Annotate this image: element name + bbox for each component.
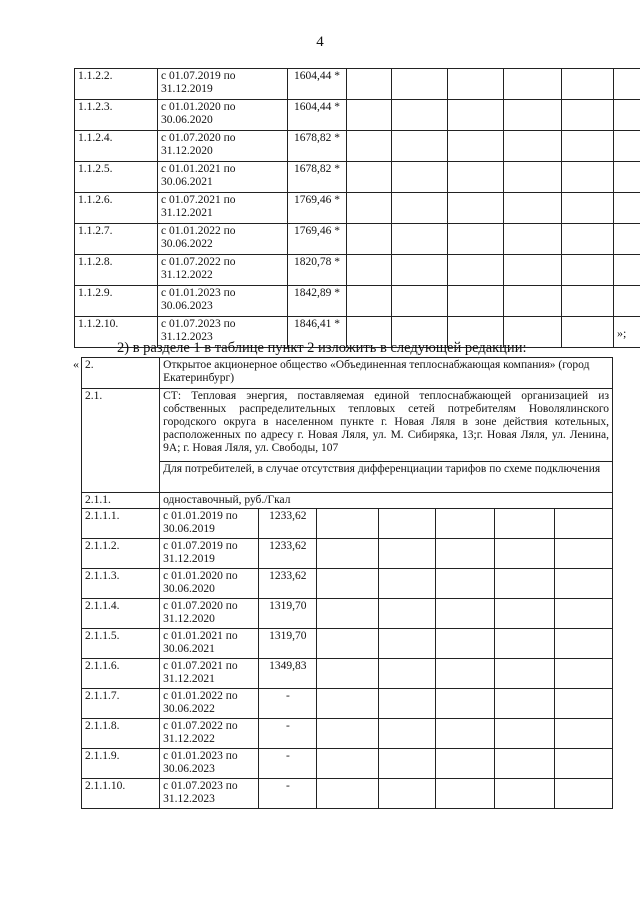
empty-cell <box>435 719 494 749</box>
empty-cell <box>435 749 494 779</box>
row-number: 2.1.1.8. <box>82 719 160 749</box>
empty-cell <box>614 193 640 224</box>
empty-cell <box>347 286 392 317</box>
table-row <box>75 131 640 162</box>
empty-cell <box>378 539 435 569</box>
row-value: 1233,62 <box>259 509 317 539</box>
row-number: 1.1.2.10. <box>75 317 158 348</box>
row-number: 1.1.2.6. <box>75 193 158 224</box>
empty-cell <box>554 689 612 719</box>
empty-cell <box>392 193 448 224</box>
row-number: 2.1.1.2. <box>82 539 160 569</box>
empty-cell <box>378 659 435 689</box>
empty-cell <box>392 162 448 193</box>
empty-cell <box>554 779 612 809</box>
row-value: 1349,83 <box>259 659 317 689</box>
row-number: 1.1.2.5. <box>75 162 158 193</box>
table-row <box>82 689 613 719</box>
empty-cell <box>554 509 612 539</box>
empty-cell <box>494 659 554 689</box>
table-row <box>82 599 613 629</box>
tariff-type: одноставочный, руб./Гкал <box>160 493 613 509</box>
empty-cell <box>435 659 494 689</box>
empty-cell <box>504 131 562 162</box>
empty-cell <box>317 599 378 629</box>
empty-cell <box>347 69 392 100</box>
empty-cell <box>448 69 504 100</box>
empty-cell <box>317 509 378 539</box>
section-row <box>82 389 613 462</box>
table-row <box>82 779 613 809</box>
row-number: 2.1.1.9. <box>82 749 160 779</box>
empty-cell <box>378 569 435 599</box>
empty-cell <box>392 255 448 286</box>
empty-cell <box>554 659 612 689</box>
empty-cell <box>494 629 554 659</box>
empty-cell <box>435 509 494 539</box>
row-number: 1.1.2.4. <box>75 131 158 162</box>
table-row <box>82 539 613 569</box>
row-value: 1319,70 <box>259 599 317 629</box>
empty-cell <box>504 224 562 255</box>
empty-cell <box>347 255 392 286</box>
row-period: с 01.07.2022 по 31.12.2022 <box>160 719 259 749</box>
row-period: с 01.01.2020 по 30.06.2020 <box>160 569 259 599</box>
closing-quote: »; <box>617 326 627 340</box>
empty-cell <box>554 749 612 779</box>
row-period: с 01.07.2019 по 31.12.2019 <box>160 539 259 569</box>
empty-cell <box>494 689 554 719</box>
empty-cell <box>317 659 378 689</box>
row-number: 1.1.2.7. <box>75 224 158 255</box>
empty-cell <box>435 779 494 809</box>
table-row <box>82 509 613 539</box>
empty-cell <box>614 286 640 317</box>
table-row <box>75 193 640 224</box>
empty-cell <box>562 224 614 255</box>
empty-cell <box>504 193 562 224</box>
row-value: 1319,70 <box>259 629 317 659</box>
row-period: с 01.01.2021 по 30.06.2021 <box>160 629 259 659</box>
empty-cell <box>435 569 494 599</box>
row-number: 2.1.1.5. <box>82 629 160 659</box>
empty-cell <box>562 255 614 286</box>
empty-cell <box>435 689 494 719</box>
empty-cell <box>317 719 378 749</box>
section-description: СТ: Тепловая энергия, поставляемая единой теплоснабжающей организацией из собственных распределительных тепловых сетей потребителям Новолялинского городского округа в населенном пункте г. Новая Ляля в зоне действия котельных, расположенных по адресу г. Новая Ляля, ул. М. Сибиряка, 13;г. Новая Ляля, ул. Ленина, 9А; г. Новая Ляля, ул. Свободы, 107 <box>160 389 613 462</box>
empty-cell <box>554 599 612 629</box>
page-number: 4 <box>316 34 324 50</box>
consumer-group: Для потребителей, в случае отсутствия дифференциации тарифов по схеме подключения <box>160 462 613 493</box>
empty-cell <box>562 69 614 100</box>
row-number: 2.1.1.3. <box>82 569 160 599</box>
empty-cell <box>448 224 504 255</box>
empty-cell <box>562 131 614 162</box>
row-number: 1.1.2.3. <box>75 100 158 131</box>
empty-cell <box>347 193 392 224</box>
table-row <box>75 255 640 286</box>
row-value: 1846,41 * <box>288 317 347 348</box>
table-row <box>82 629 613 659</box>
row-period: с 01.01.2020 по 30.06.2020 <box>158 100 288 131</box>
tariff-table-continuation <box>74 68 640 348</box>
empty-cell <box>504 286 562 317</box>
empty-cell <box>448 286 504 317</box>
empty-cell <box>347 162 392 193</box>
row-number: 2.1.1.4. <box>82 599 160 629</box>
row-value: 1769,46 * <box>288 224 347 255</box>
empty-cell <box>347 224 392 255</box>
row-period: с 01.07.2020 по 31.12.2020 <box>158 131 288 162</box>
empty-cell <box>504 100 562 131</box>
row-number: 2.1.1.7. <box>82 689 160 719</box>
empty-cell <box>614 255 640 286</box>
empty-cell <box>392 131 448 162</box>
row-period: с 01.01.2022 по 30.06.2022 <box>158 224 288 255</box>
empty-cell <box>317 539 378 569</box>
empty-cell <box>494 719 554 749</box>
table-row <box>75 69 640 100</box>
empty-cell <box>554 719 612 749</box>
empty-cell <box>504 255 562 286</box>
row-value: - <box>259 689 317 719</box>
empty-cell <box>448 162 504 193</box>
row-period: с 01.07.2020 по 31.12.2020 <box>160 599 259 629</box>
row-period: с 01.07.2019 по 31.12.2019 <box>158 69 288 100</box>
empty-cell <box>504 69 562 100</box>
row-number: 2.1.1.10. <box>82 779 160 809</box>
table-row <box>75 100 640 131</box>
empty-cell <box>614 162 640 193</box>
table-row <box>82 719 613 749</box>
table-row <box>75 286 640 317</box>
empty-cell <box>554 569 612 599</box>
row-number: 1.1.2.9. <box>75 286 158 317</box>
empty-cell <box>435 629 494 659</box>
empty-cell <box>562 100 614 131</box>
row-period: с 01.01.2023 по 30.06.2023 <box>160 749 259 779</box>
org-name: Открытое акционерное общество «Объединенная теплоснабжающая компания» (город Екатеринбург) <box>160 358 613 389</box>
empty-cell <box>614 100 640 131</box>
empty-cell <box>392 69 448 100</box>
empty-cell <box>392 224 448 255</box>
empty-cell <box>378 779 435 809</box>
row-value: 1233,62 <box>259 569 317 599</box>
empty-cell <box>562 193 614 224</box>
empty-cell <box>317 779 378 809</box>
row-period: с 01.07.2021 по 31.12.2021 <box>160 659 259 689</box>
row-period: с 01.01.2021 по 30.06.2021 <box>158 162 288 193</box>
empty-cell <box>448 193 504 224</box>
empty-cell <box>504 162 562 193</box>
empty-cell <box>494 509 554 539</box>
empty-cell <box>494 569 554 599</box>
row-value: 1769,46 * <box>288 193 347 224</box>
row-period: с 01.07.2021 по 31.12.2021 <box>158 193 288 224</box>
org-row <box>82 358 613 389</box>
row-number: 2.1.1.6. <box>82 659 160 689</box>
row-number: 2.1.1.1. <box>82 509 160 539</box>
row-number: 1.1.2.2. <box>75 69 158 100</box>
empty-cell <box>614 69 640 100</box>
empty-cell <box>614 131 640 162</box>
org-num: 2. <box>82 358 160 389</box>
empty-cell <box>554 629 612 659</box>
empty-cell <box>378 509 435 539</box>
row-value: 1678,82 * <box>288 131 347 162</box>
row-number: 1.1.2.8. <box>75 255 158 286</box>
row-value: - <box>259 749 317 779</box>
empty-cell <box>317 689 378 719</box>
empty-cell <box>562 317 614 348</box>
row-period: с 01.01.2023 по 30.06.2023 <box>158 286 288 317</box>
row-period: с 01.01.2019 по 30.06.2019 <box>160 509 259 539</box>
empty-cell <box>317 629 378 659</box>
empty-cell <box>448 131 504 162</box>
empty-cell <box>435 539 494 569</box>
row-value: 1604,44 * <box>288 100 347 131</box>
row-value: 1233,62 <box>259 539 317 569</box>
empty-cell <box>494 749 554 779</box>
empty-cell <box>448 100 504 131</box>
row-value: 1678,82 * <box>288 162 347 193</box>
empty-cell <box>378 749 435 779</box>
empty-cell <box>347 131 392 162</box>
table-row <box>82 569 613 599</box>
row-value: - <box>259 719 317 749</box>
subsection-row <box>82 462 613 493</box>
row-value: 1820,78 * <box>288 255 347 286</box>
row-period: с 01.07.2023 по 31.12.2023 <box>160 779 259 809</box>
empty-cell <box>562 286 614 317</box>
empty-cell <box>614 224 640 255</box>
empty-cell <box>378 599 435 629</box>
empty-cell <box>435 599 494 629</box>
table-row <box>75 224 640 255</box>
row-period: с 01.01.2022 по 30.06.2022 <box>160 689 259 719</box>
empty-cell <box>392 100 448 131</box>
row-value: - <box>259 779 317 809</box>
empty-cell <box>494 779 554 809</box>
empty-cell <box>448 255 504 286</box>
empty-cell <box>392 286 448 317</box>
empty-cell <box>378 689 435 719</box>
amendment-paragraph: 2) в разделе 1 в таблице пункт 2 изложить в следующей редакции: <box>117 340 527 356</box>
table-row <box>82 659 613 689</box>
tariff-table-section-2 <box>81 357 613 809</box>
table-row <box>82 749 613 779</box>
table-row <box>75 162 640 193</box>
tariff-type-row <box>82 493 613 509</box>
row-period: с 01.07.2023 по 31.12.2023 <box>158 317 288 348</box>
empty-cell <box>378 629 435 659</box>
tariff-num: 2.1.1. <box>82 493 160 509</box>
empty-cell <box>494 539 554 569</box>
section-num: 2.1. <box>82 389 160 493</box>
empty-cell <box>562 162 614 193</box>
empty-cell <box>554 539 612 569</box>
row-period: с 01.07.2022 по 31.12.2022 <box>158 255 288 286</box>
empty-cell <box>378 719 435 749</box>
row-value: 1604,44 * <box>288 69 347 100</box>
empty-cell <box>317 569 378 599</box>
empty-cell <box>494 599 554 629</box>
opening-quote: « <box>73 357 79 371</box>
empty-cell <box>347 100 392 131</box>
empty-cell <box>317 749 378 779</box>
row-value: 1842,89 * <box>288 286 347 317</box>
